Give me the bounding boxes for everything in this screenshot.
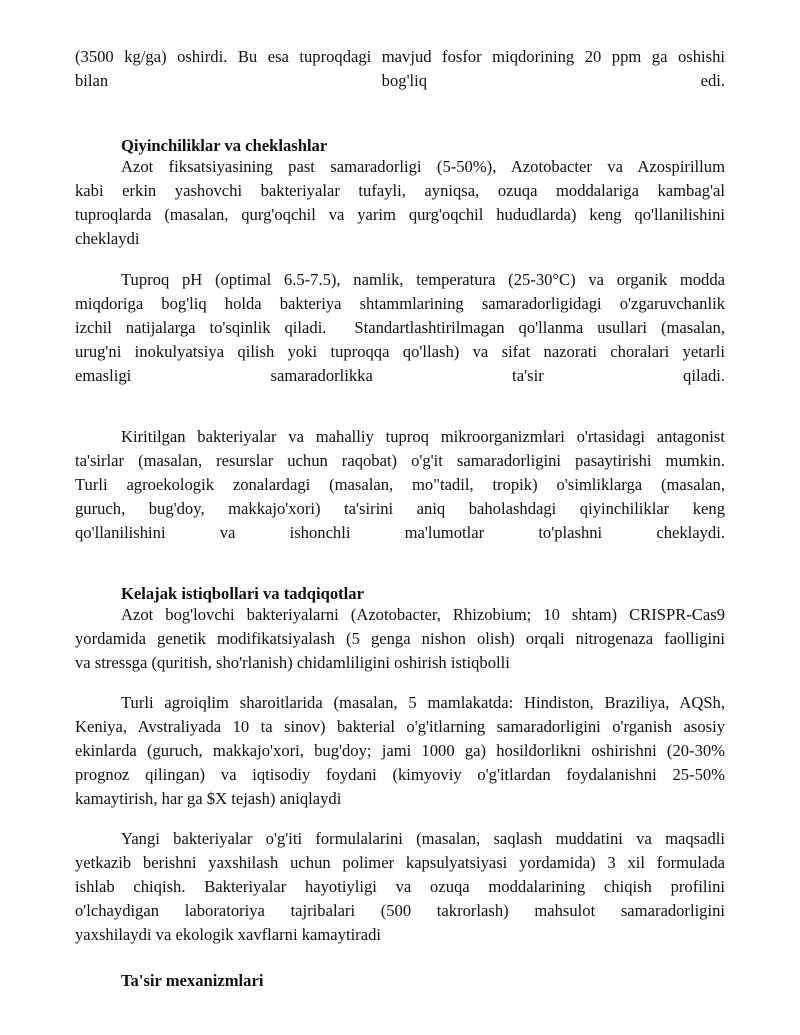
- text-line: Azot bog'lovchi bakteriyalarni (Azotobacter, Rhizobium; 10 shtam) CRISPR-Cas9: [121, 605, 725, 624]
- text-line: kabi erkin yashovchi bakteriyalar tufayli, ayniqsa, ozuqa moddalariga kambag'al: [75, 181, 725, 200]
- heading-challenges: Qiyinchiliklar va cheklashlar: [121, 136, 328, 155]
- text-line: qo'llanilishini va ishonchli ma'lumotlar to'plashni cheklaydi.: [75, 523, 725, 542]
- text-line: izchil natijalarga to'sqinlik qiladi. Standartlashtirilmagan qo'llanma usullari (masalan,: [75, 318, 725, 337]
- text-line: Turli agroekologik zonalardagi (masalan, mo"tadil, tropik) o'simliklarga (masalan,: [75, 475, 725, 494]
- text-line: urug'ni inokulyatsiya qilish yoki tuproqqa qo'llash) va sifat nazorati choralari yetarli: [75, 342, 725, 361]
- heading-future: Kelajak istiqbollari va tadqiqotlar: [121, 584, 364, 603]
- text-line: yaxshilaydi va ekologik xavflarni kamaytiradi: [75, 925, 381, 944]
- text-line: va stressga (quritish, sho'rlanish) chidamliligini oshirish istiqbolli: [75, 653, 510, 672]
- text-line: miqdoriga bog'liq holda bakteriya shtammlarining samaradorligidagi o'zgaruvchanlik: [75, 294, 725, 313]
- paragraph-future-3: [75, 827, 725, 947]
- paragraph-intro: [75, 45, 725, 93]
- text-line: Tuproq pH (optimal 6.5-7.5), namlik, temperatura (25-30°C) va organik modda: [121, 270, 725, 289]
- text-line: prognoz qilingan) va iqtisodiy foydani (kimyoviy o'g'itlardan foydalanishni 25-50%: [75, 765, 725, 784]
- paragraph-future-1: [75, 603, 725, 675]
- text-line: Kiritilgan bakteriyalar va mahalliy tuproq mikroorganizmlari o'rtasidagi antagonist: [121, 427, 725, 446]
- text-line: o'lchaydigan laboratoriya tajribalari (500 takrorlash) mahsulot samaradorligini: [75, 901, 725, 920]
- text-line: Keniya, Avstraliyada 10 ta sinov) bakterial o'g'itlarning samaradorligini o'rganish asosiy: [75, 717, 725, 736]
- paragraph-future-2: [75, 691, 725, 811]
- text-line: Turli agroiqlim sharoitlarida (masalan, 5 mamlakatda: Hindiston, Braziliya, AQSh,: [121, 693, 725, 712]
- text-line: Yangi bakteriyalar o'g'iti formulalarini (masalan, saqlash muddatini va maqsadli: [121, 829, 725, 848]
- text-line: (3500 kg/ga) oshirdi. Bu esa tuproqdagi mavjud fosfor miqdorining 20 ppm ga oshishi: [75, 47, 725, 66]
- text-line: ekinlarda (guruch, makkajo'xori, bug'doy; jami 1000 ga) hosildorlikni oshirishni (20-30%: [75, 741, 725, 760]
- text-line: yetkazib berishni yaxshilash uchun polimer kapsulyatsiyasi yordamida) 3 xil formulada: [75, 853, 725, 872]
- paragraph-challenges-3: [75, 425, 725, 545]
- heading-mechanisms: Ta'sir mexanizmlari: [121, 971, 264, 990]
- text-line: emasligi samaradorlikka ta'sir qiladi.: [75, 366, 725, 385]
- text-line: ishlab chiqish. Bakteriyalar hayotiyligi va ozuqa moddalarining chiqish profilini: [75, 877, 725, 896]
- text-line: cheklaydi: [75, 229, 140, 248]
- text-line: tuproqlarda (masalan, qurg'oqchil va yarim qurg'oqchil hududlarda) keng qo'llanilishini: [75, 205, 725, 224]
- text-line: bilan bog'liq edi.: [75, 71, 725, 90]
- text-line: ta'sirlar (masalan, resurslar uchun raqobat) o'g'it samaradorligini pasaytirishi mumkin.: [75, 451, 725, 470]
- text-line: kamaytirish, har ga $X tejash) aniqlaydi: [75, 789, 342, 808]
- text-line: yordamida genetik modifikatsiyalash (5 genga nishon olish) orqali nitrogenaza faolligini: [75, 629, 725, 648]
- text-line: Azot fiksatsiyasining past samaradorligi (5-50%), Azotobacter va Azospirillum: [121, 157, 725, 176]
- paragraph-challenges-2: [75, 268, 725, 388]
- text-line: guruch, bug'doy, makkajo'xori) ta'sirini aniq baholashdagi qiyinchiliklar keng: [75, 499, 725, 518]
- paragraph-challenges-1: [75, 155, 725, 251]
